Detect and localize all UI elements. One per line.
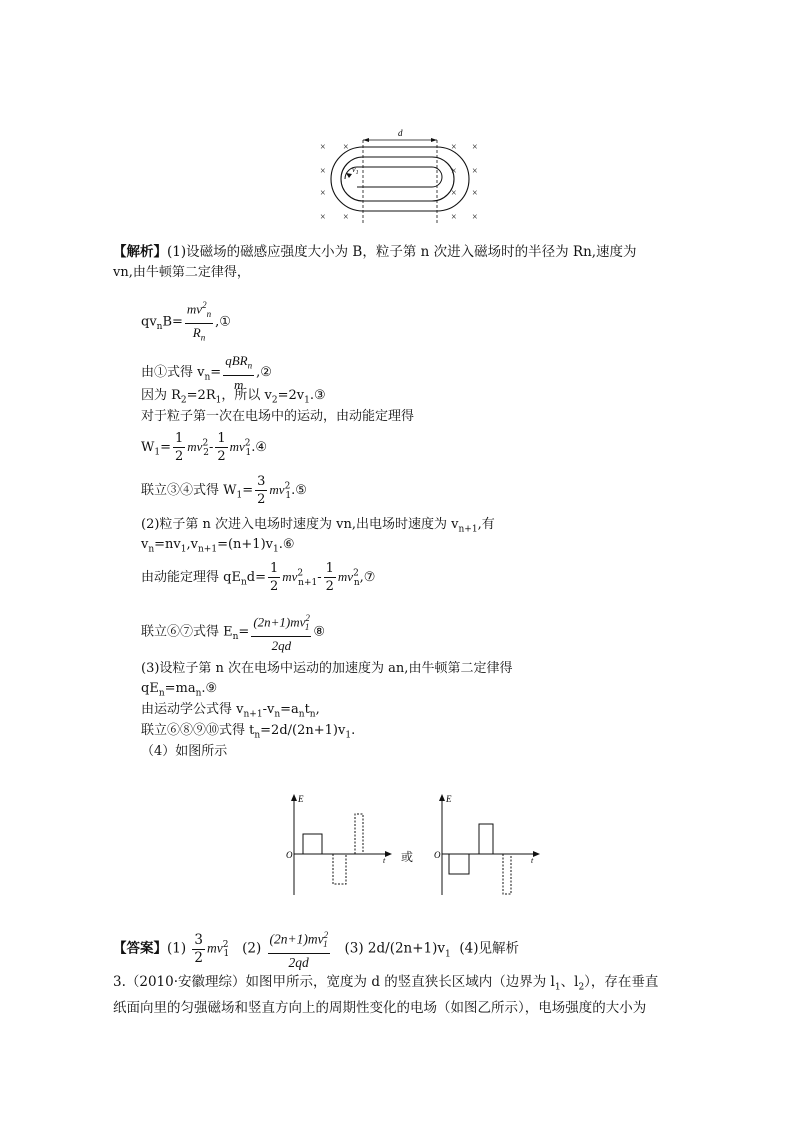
equation-3: 因为 $R_2=2R_1$，所以 $v_2=2v_1.③$ (141, 388, 326, 406)
origin-label: O (434, 850, 441, 860)
equation-2: 由①式得 $v_n=$ $\frac{qBR_n}{m}$ ,② (141, 353, 272, 392)
jiexi-part-3: (3)设粒子第 n 次在电场中运动的加速度为 an,由牛顿第二定律得 (141, 661, 513, 676)
jiexi-line-1: 【解析】(1)设磁场的磁感应强度大小为 B，粒子第 n 次进入磁场时的半径为 Rn,速度为 (113, 244, 637, 260)
svg-text:×: × (472, 142, 478, 153)
svg-text:×: × (472, 166, 478, 177)
svg-text:×: × (472, 188, 478, 199)
jiexi-part-2: (2)粒子第 n 次进入电场时速度为 vn,出电场时速度为 $v_{n+1}$,有 (141, 517, 495, 535)
d-label: d (398, 128, 403, 138)
svg-text:×: × (320, 142, 326, 153)
equation-7: 由动能定理得 $qE_nd=$ $\frac{1}{2}$ $mv^2_{n+1}-$ $\frac{1}{2}$ $mv^2_n,⑦$ (141, 561, 376, 594)
or-label: 或 (401, 850, 414, 864)
jiexi-line-4: 对于粒子第一次在电场中的运动，由动能定理得 (141, 409, 415, 424)
jiexi-tag: 【解析】 (113, 244, 167, 260)
equation-8: 联立⑥⑦式得 $E_n=$ $\frac{(2n+1)mv^2_1}{2qd}$ ⑧ (141, 610, 325, 654)
svg-text:×: × (472, 212, 478, 223)
trajectory-figure (312, 125, 497, 230)
jiexi-line-2: vn,由牛顿第二定律得， (113, 265, 250, 280)
e-t-graph-left (283, 790, 398, 900)
svg-text:×: × (451, 188, 457, 199)
equation-9: $qE_n=ma_n.⑨$ (141, 681, 218, 699)
equation-11: 联立⑥⑧⑨⑩式得 $t_n=2d/(2n+1)v_1$. (141, 723, 356, 741)
svg-text:×: × (320, 188, 326, 199)
svg-text:×: × (451, 142, 457, 153)
svg-text:×: × (343, 212, 349, 223)
t-axis-label: t (531, 856, 534, 865)
svg-text:×: × (320, 212, 326, 223)
question-3-line-2: 纸面向里的匀强磁场和竖直方向上的周期性变化的电场（如图乙所示），电场强度的大小为 (113, 1000, 647, 1016)
question-3-line-1: 3.（2010·安徽理综）如图甲所示，宽度为 d 的竖直狭长区域内（边界为 $l_1$、$l_2$），存在垂直 (113, 974, 659, 993)
answer-tag: 【答案】 (113, 940, 167, 957)
equation-6: $v_n=nv_1,v_{n+1}=(n+1)v_1.⑥$ (141, 537, 295, 555)
equation-4: $W_1=$ $\frac{1}{2}$ $mv^2_2-$ $\frac{1}{2}$ $mv^2_1.④$ (141, 431, 268, 464)
equation-10: 由运动学公式得 $v_{n+1}-v_n=a_nt_n$, (141, 702, 320, 720)
svg-text:×: × (451, 166, 457, 177)
answer-line: 【答案】(1) $\frac{3}{2}$ $mv^2_1$ (2) $\frac{(2n+1)mv^2_1}{2qd}$ (3) $2d/(2n+1)v_1$ (4)见解析 (113, 927, 519, 971)
svg-text:×: × (451, 212, 457, 223)
svg-text:×: × (343, 142, 349, 153)
equation-5: 联立③④式得 $W_1=$ $\frac{3}{2}$ $mv^2_1.⑤$ (141, 474, 307, 507)
t-axis-label: t (383, 856, 386, 865)
e-axis-label: E (298, 794, 304, 804)
equation-1: $qv_nB=$ $\frac{mv^2_n}{R_n}$ ,① (141, 297, 231, 347)
v1-label: $v_1$ (352, 165, 359, 176)
svg-text:×: × (320, 166, 326, 177)
jiexi-part-4: （4）如图所示 (141, 744, 228, 759)
origin-label: O (286, 850, 293, 860)
e-t-graph-right (431, 790, 546, 900)
e-axis-label: E (446, 794, 452, 804)
